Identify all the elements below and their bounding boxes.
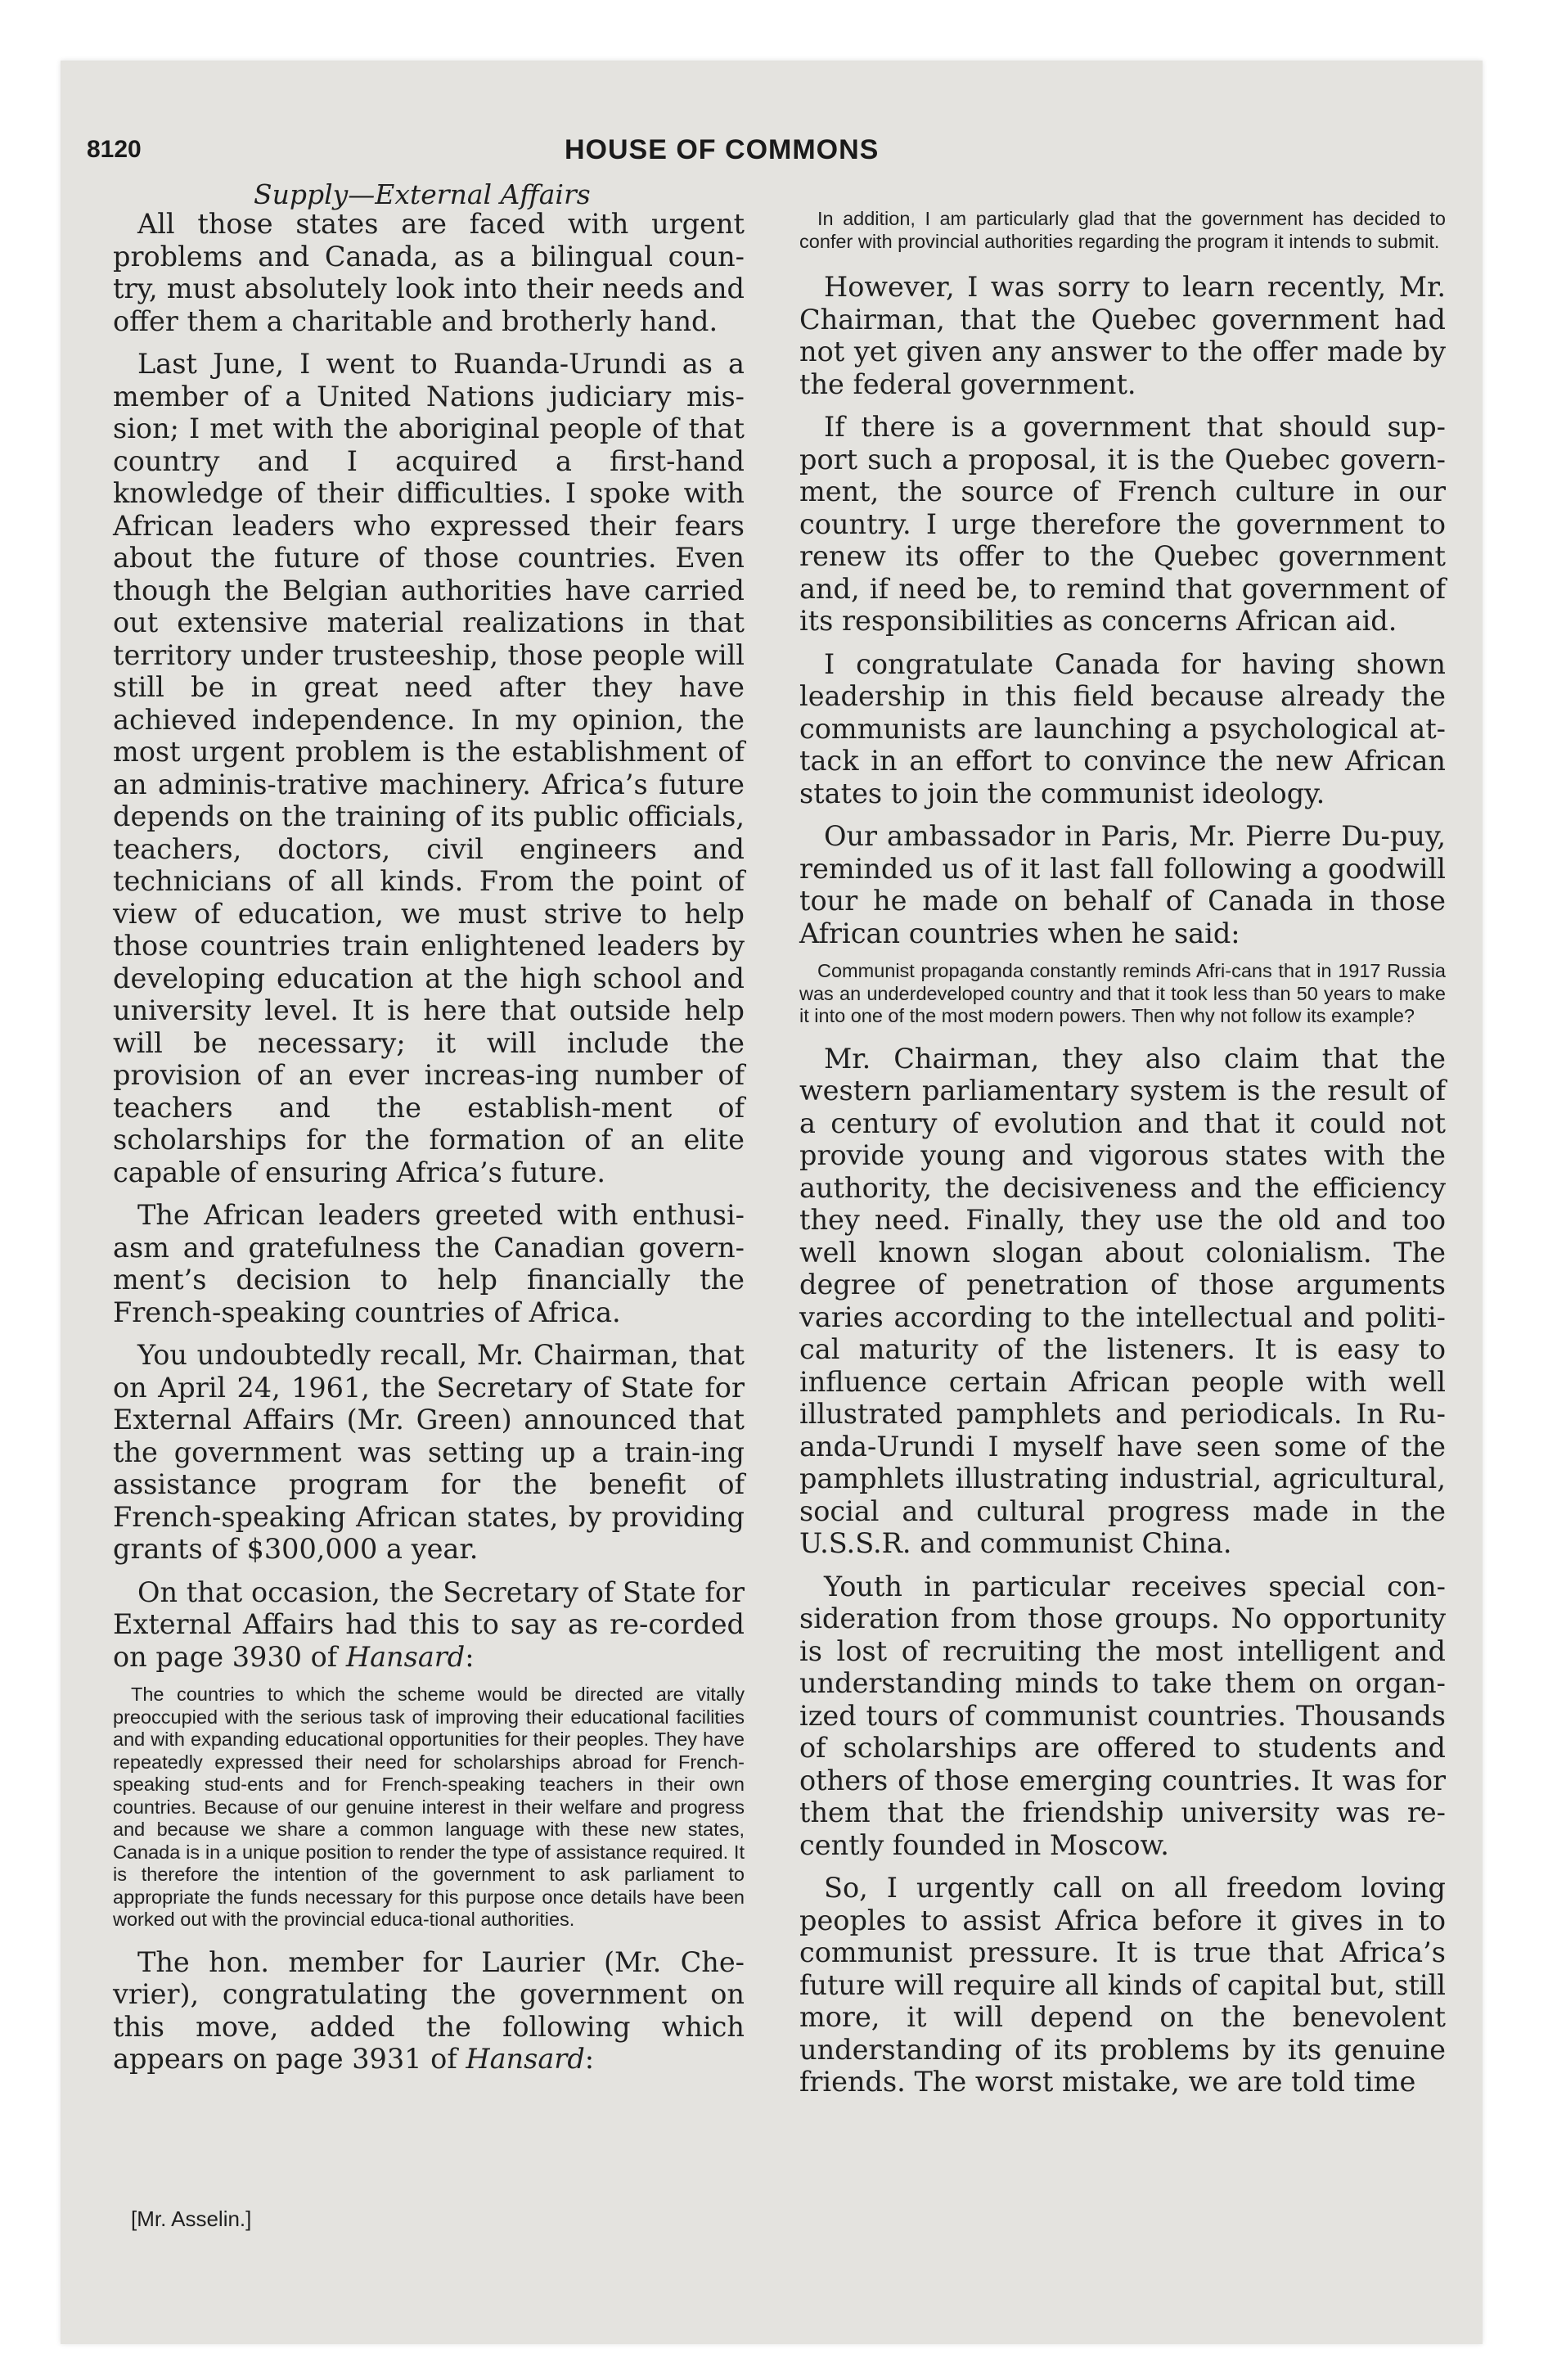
hansard-italic: Hansard (466, 2043, 585, 2075)
paragraph (113, 1946, 745, 2076)
block-quote: In addition, I am particularly glad that the government has decided to confer with provincial authorities regarding the program it intends to submit. (799, 208, 1446, 252)
paragraph-text: The hon. member for Laurier (Mr. Che-vrier), congratulating the government on this move, added the following which appears on page 3931 of (113, 1945, 745, 2075)
hansard-italic: Hansard (345, 1640, 466, 1673)
paragraph: Our ambassador in Paris, Mr. Pierre Du-puy, reminded us of it last fall following a goodwill tour he made on behalf of Canada in those African countries when he said: (799, 820, 1446, 949)
left-column (113, 208, 745, 2086)
paragraph: Mr. Chairman, they also claim that the western parliamentary system is the result of a century of evolution and that it could not provide young and vigorous states with the authority, the decisiveness and the efficiency they need. Finally, they use the old and too well known slogan about colonialism. The degree of penetration of those arguments varies according to the intellectual and politi-cal maturity of the listeners. It is easy to influence certain African people with well illustrated pamphlets and periodicals. In Ru-anda-Urundi I myself have seen some of the pamphlets illustrating industrial, agricultural, social and cultural progress made in the U.S.S.R. and communist China. (799, 1042, 1446, 1559)
block-quote: The countries to which the scheme would be directed are vitally preoccupied with the serious task of improving their educational facilities and with expanding educational opportunities for their peoples. They have repeatedly expressed their need for scholarships abroad for French-speaking stud-ents and for French-speaking teachers in their own countries. Because of our genuine interest in their welfare and progress and because we share a common language with these new states, Canada is in a unique position to render the type of assistance required. It is therefore the intention of the government to ask parliament to appropriate the funds necessary for this purpose once details have been worked out with the provincial educa-tional authorities. (113, 1684, 745, 1930)
paragraph: However, I was sorry to learn recently, Mr. Chairman, that the Quebec government had not yet given any answer to the offer made by the federal government. (799, 271, 1446, 400)
paragraph-end: : (465, 1640, 475, 1673)
paragraph: Last June, I went to Ruanda-Urundi as a member of a United Nations judiciary mis-sion; I met with the aboriginal people of that country and I acquired a first-hand knowledge of their difficulties. I spoke with African leaders who expressed their fears about the future of those countries. Even though the Belgian authorities have carried out extensive material realizations in that territory under trusteeship, those people will still be in great need after they have achieved independence. In my opinion, the most urgent problem is the establishment of an adminis-trative machinery. Africa’s future depends on the training of its public officials, teachers, doctors, civil engineers and technicians of all kinds. From the point of view of education, we must strive to help those countries train enlightened leaders by developing education at the high school and university level. It is here that outside help will be necessary; it will include the provision of an ever increas-ing number of teachers and the establish-ment of scholarships for the formation of an elite capable of ensuring Africa’s future. (113, 348, 745, 1188)
section-subtitle: Supply—External Affairs (254, 178, 591, 210)
paragraph (113, 1576, 745, 1674)
paragraph: All those states are faced with urgent problems and Canada, as a bilingual coun-try, must absolutely look into their needs and offer them a charitable and brotherly hand. (113, 208, 745, 337)
paragraph: I congratulate Canada for having shown leadership in this field because already the communists are launching a psychological at-tack in an effort to convince the new African states to join the communist ideology. (799, 647, 1446, 809)
paragraph: If there is a government that should sup-port such a proposal, it is the Quebec govern-ment, the source of French culture in our country. I urge therefore the government to renew its offer to the Quebec government and, if need be, to remind that government of its responsibilities as concerns African aid. (799, 411, 1446, 637)
speaker-footer: [Mr. Asselin.] (131, 2206, 252, 2231)
page-header-title: HOUSE OF COMMONS (565, 134, 880, 165)
paragraph: The African leaders greeted with enthusi-asm and gratefulness the Canadian govern-ment’s decision to help financially the French-speaking countries of Africa. (113, 1199, 745, 1328)
block-quote: Communist propaganda constantly reminds Afri-cans that in 1917 Russia was an underdeveloped country and that it took less than 50 years to make it into one of the most modern powers. Then why not follow its example? (799, 960, 1446, 1026)
paragraph-end: : (584, 2043, 595, 2075)
paragraph: You undoubtedly recall, Mr. Chairman, that on April 24, 1961, the Secretary of State for External Affairs (Mr. Green) announced that the government was setting up a train-ing assistance program for the benefit of French-speaking African states, by providing grants of $300,000 a year. (113, 1339, 745, 1565)
paragraph: Youth in particular receives special con-sideration from those groups. No opportunity is lost of recruiting the most intelligent and understanding minds to take them on organ-ized tours of communist countries. Thousands of scholarships are offered to students and others of those emerging countries. It was for them that the friendship university was re-cently founded in Moscow. (799, 1570, 1446, 1861)
page-number: 8120 (87, 136, 142, 163)
paragraph: So, I urgently call on all freedom loving peoples to assist Africa before it gives in to communist pressure. It is true that Africa’s future will require all kinds of capital but, still more, it will depend on the benevolent understanding of its problems by its genuine friends. The worst mistake, we are told time (799, 1872, 1446, 2098)
paragraph-text: On that occasion, the Secretary of State for External Affairs had this to say as re-corded on page 3930 of (113, 1575, 745, 1673)
right-column (799, 208, 1446, 2109)
